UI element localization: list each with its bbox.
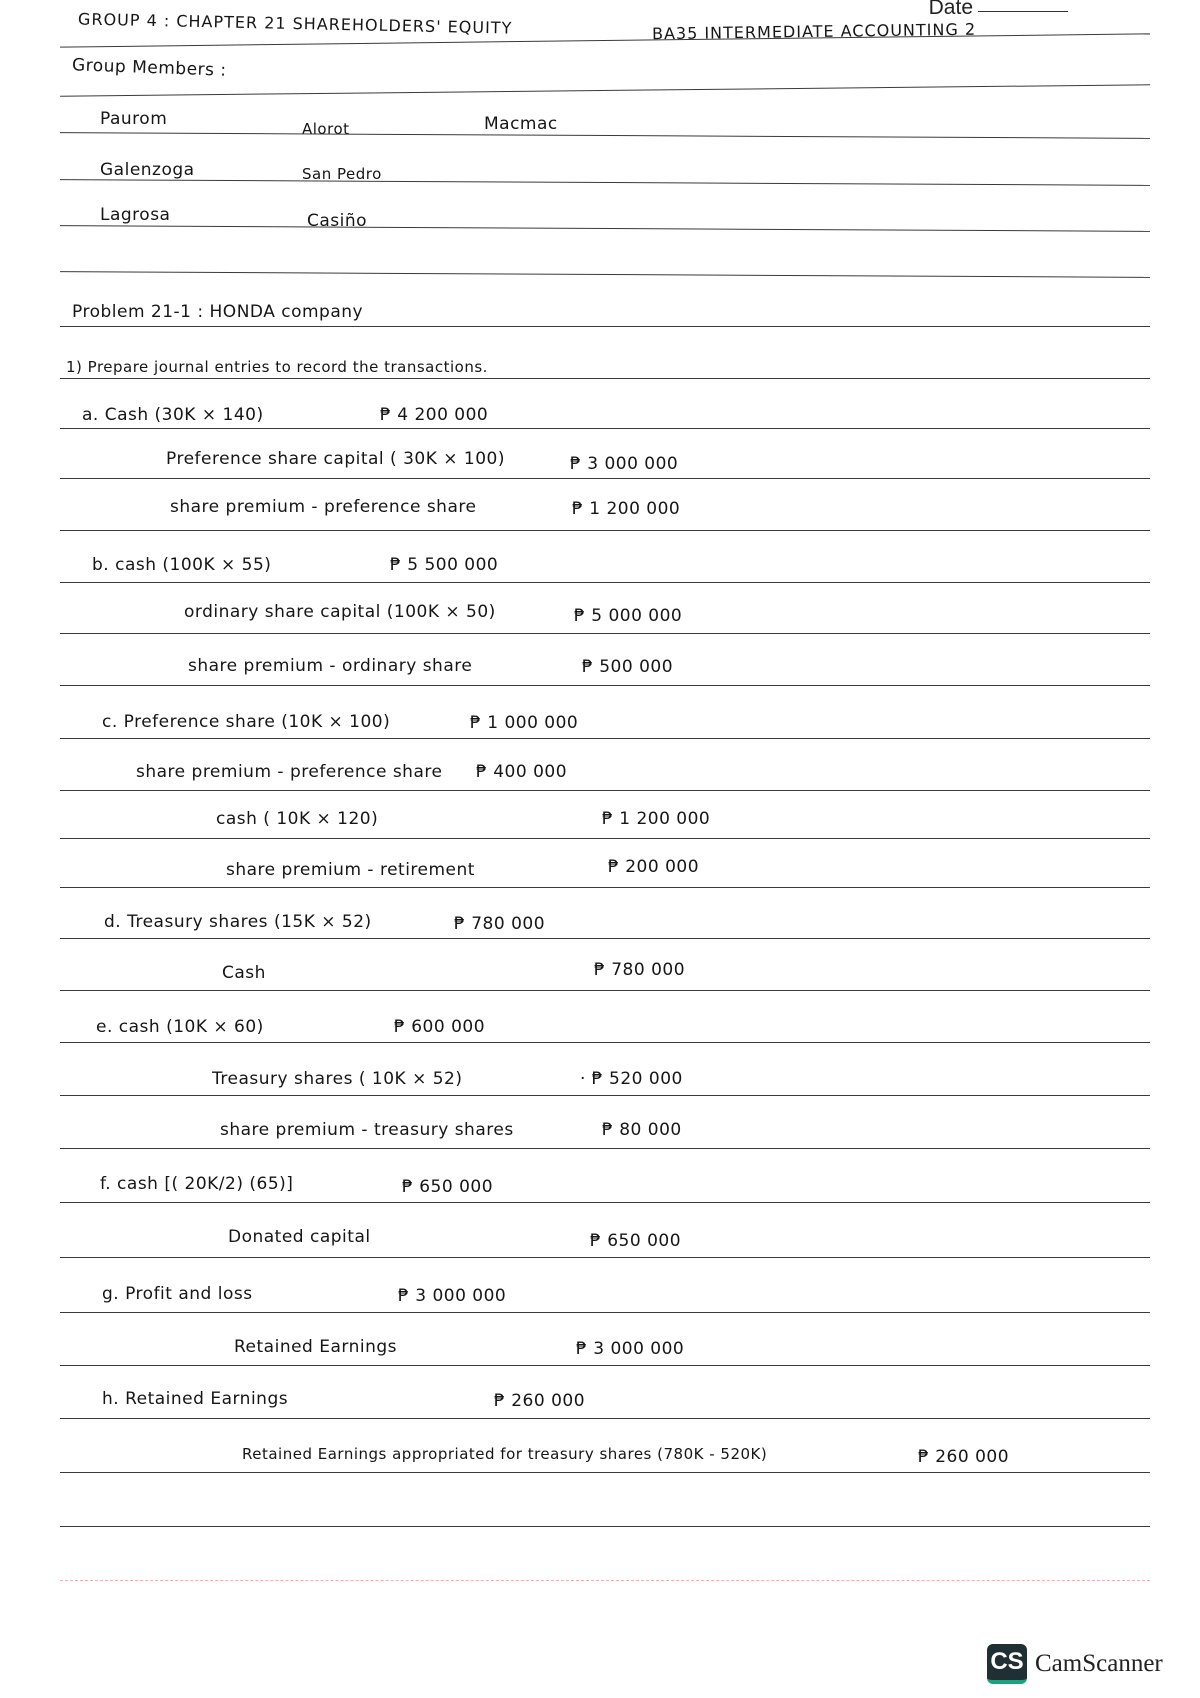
rule-line xyxy=(60,790,1150,791)
entry-e-credit-1: Treasury shares ( 10K × 52) xyxy=(212,1069,463,1089)
rule-line xyxy=(60,887,1150,888)
entry-e-debit: e. cash (10K × 60) xyxy=(96,1017,264,1037)
entry-e-credit-1-amount: · ₱ 520 000 xyxy=(580,1069,683,1089)
entry-h-debit: h. Retained Earnings xyxy=(102,1389,289,1409)
rule-line xyxy=(60,326,1150,327)
entry-d-debit-amount: ₱ 780 000 xyxy=(454,914,546,934)
group-chapter-title: GROUP 4 : CHAPTER 21 SHAREHOLDERS' EQUITY xyxy=(77,9,513,38)
camscanner-watermark xyxy=(987,1644,1163,1684)
member-name: Lagrosa xyxy=(100,205,171,225)
rule-line xyxy=(60,582,1150,583)
entry-c-credit-1: cash ( 10K × 120) xyxy=(216,809,379,829)
entry-d-debit: d. Treasury shares (15K × 52) xyxy=(104,912,372,932)
entry-f-credit-1-amount: ₱ 650 000 xyxy=(590,1231,682,1251)
rule-line xyxy=(60,225,1150,232)
camscanner-icon: CS xyxy=(987,1644,1027,1684)
entry-a-credit-1-amount: ₱ 3 000 000 xyxy=(570,454,679,474)
rule-line xyxy=(60,1148,1150,1149)
entry-g-credit-1: Retained Earnings xyxy=(234,1337,398,1357)
entry-b-debit: b. cash (100K × 55) xyxy=(92,555,272,575)
rule-line xyxy=(60,478,1150,479)
member-name: Galenzoga xyxy=(100,160,195,180)
date-line xyxy=(978,11,1068,12)
entry-c-debit-2: share premium - preference share xyxy=(136,762,443,782)
rule-line xyxy=(60,378,1150,379)
entry-f-credit-1: Donated capital xyxy=(228,1227,371,1247)
rule-line xyxy=(60,1202,1150,1203)
rule-line xyxy=(60,1365,1150,1366)
rule-line xyxy=(60,685,1150,686)
rule-line xyxy=(60,1526,1150,1527)
entry-b-credit-1-amount: ₱ 5 000 000 xyxy=(574,606,683,626)
rule-line xyxy=(60,1042,1150,1043)
entry-g-debit-amount: ₱ 3 000 000 xyxy=(398,1286,507,1306)
rule-line xyxy=(60,990,1150,991)
entry-c-debit-1: c. Preference share (10K × 100) xyxy=(102,712,391,732)
rule-line xyxy=(60,132,1150,139)
entry-c-credit-2-amount: ₱ 200 000 xyxy=(608,857,700,877)
entry-a-credit-2: share premium - preference share xyxy=(170,497,477,517)
rule-line xyxy=(60,84,1150,96)
rule-line xyxy=(60,1580,1150,1581)
member-name: Alorot xyxy=(302,120,350,138)
rule-line xyxy=(60,1418,1150,1419)
entry-a-credit-2-amount: ₱ 1 200 000 xyxy=(572,499,681,519)
entry-e-debit-amount: ₱ 600 000 xyxy=(394,1017,486,1037)
entry-d-credit-1: Cash xyxy=(222,963,266,983)
group-members-label: Group Members : xyxy=(71,55,227,81)
rule-line xyxy=(60,1312,1150,1313)
entry-h-credit-1: Retained Earnings appropriated for treasury shares (780K - 520K) xyxy=(242,1445,768,1463)
rule-line xyxy=(60,1095,1150,1096)
entry-h-credit-1-amount: ₱ 260 000 xyxy=(918,1447,1010,1467)
entry-b-credit-2: share premium - ordinary share xyxy=(188,656,473,676)
camscanner-text: CamScanner xyxy=(1035,1650,1163,1677)
entry-e-credit-2-amount: ₱ 80 000 xyxy=(602,1120,682,1140)
entry-c-debit-2-amount: ₱ 400 000 xyxy=(476,762,568,782)
rule-line xyxy=(60,938,1150,939)
entry-c-debit-1-amount: ₱ 1 000 000 xyxy=(470,713,579,733)
member-name: Paurom xyxy=(100,109,168,129)
entry-c-credit-1-amount: ₱ 1 200 000 xyxy=(602,809,711,829)
rule-line xyxy=(60,738,1150,739)
entry-f-debit: f. cash [( 20K/2) (65)] xyxy=(100,1174,294,1194)
rule-line xyxy=(60,633,1150,634)
rule-line xyxy=(60,530,1150,531)
entry-d-credit-1-amount: ₱ 780 000 xyxy=(594,960,686,980)
date-label: Date xyxy=(928,0,973,19)
entry-b-credit-2-amount: ₱ 500 000 xyxy=(582,657,674,677)
entry-g-credit-1-amount: ₱ 3 000 000 xyxy=(576,1339,685,1359)
rule-line xyxy=(60,33,1150,47)
problem-instruction: 1) Prepare journal entries to record the transactions. xyxy=(66,358,488,376)
member-name: San Pedro xyxy=(302,165,382,183)
rule-line xyxy=(60,271,1150,278)
entry-g-debit: g. Profit and loss xyxy=(102,1284,253,1304)
rule-line xyxy=(60,1472,1150,1473)
rule-line xyxy=(60,179,1150,186)
member-name: Casiño xyxy=(307,211,368,231)
entry-a-debit: a. Cash (30K × 140) xyxy=(82,405,264,425)
rule-line xyxy=(60,1257,1150,1258)
entry-b-credit-1: ordinary share capital (100K × 50) xyxy=(184,602,496,622)
problem-title: Problem 21-1 : HONDA company xyxy=(72,302,364,322)
entry-a-credit-1: Preference share capital ( 30K × 100) xyxy=(166,449,505,469)
entry-e-credit-2: share premium - treasury shares xyxy=(220,1120,514,1140)
rule-line xyxy=(60,428,1150,429)
rule-line xyxy=(60,838,1150,839)
entry-h-debit-amount: ₱ 260 000 xyxy=(494,1391,586,1411)
entry-a-debit-amount: ₱ 4 200 000 xyxy=(380,405,489,425)
course-title: BA35 INTERMEDIATE ACCOUNTING 2 xyxy=(651,19,977,44)
entry-b-debit-amount: ₱ 5 500 000 xyxy=(390,555,499,575)
entry-c-credit-2: share premium - retirement xyxy=(226,860,475,880)
member-name: Macmac xyxy=(484,114,558,134)
entry-f-debit-amount: ₱ 650 000 xyxy=(402,1177,494,1197)
